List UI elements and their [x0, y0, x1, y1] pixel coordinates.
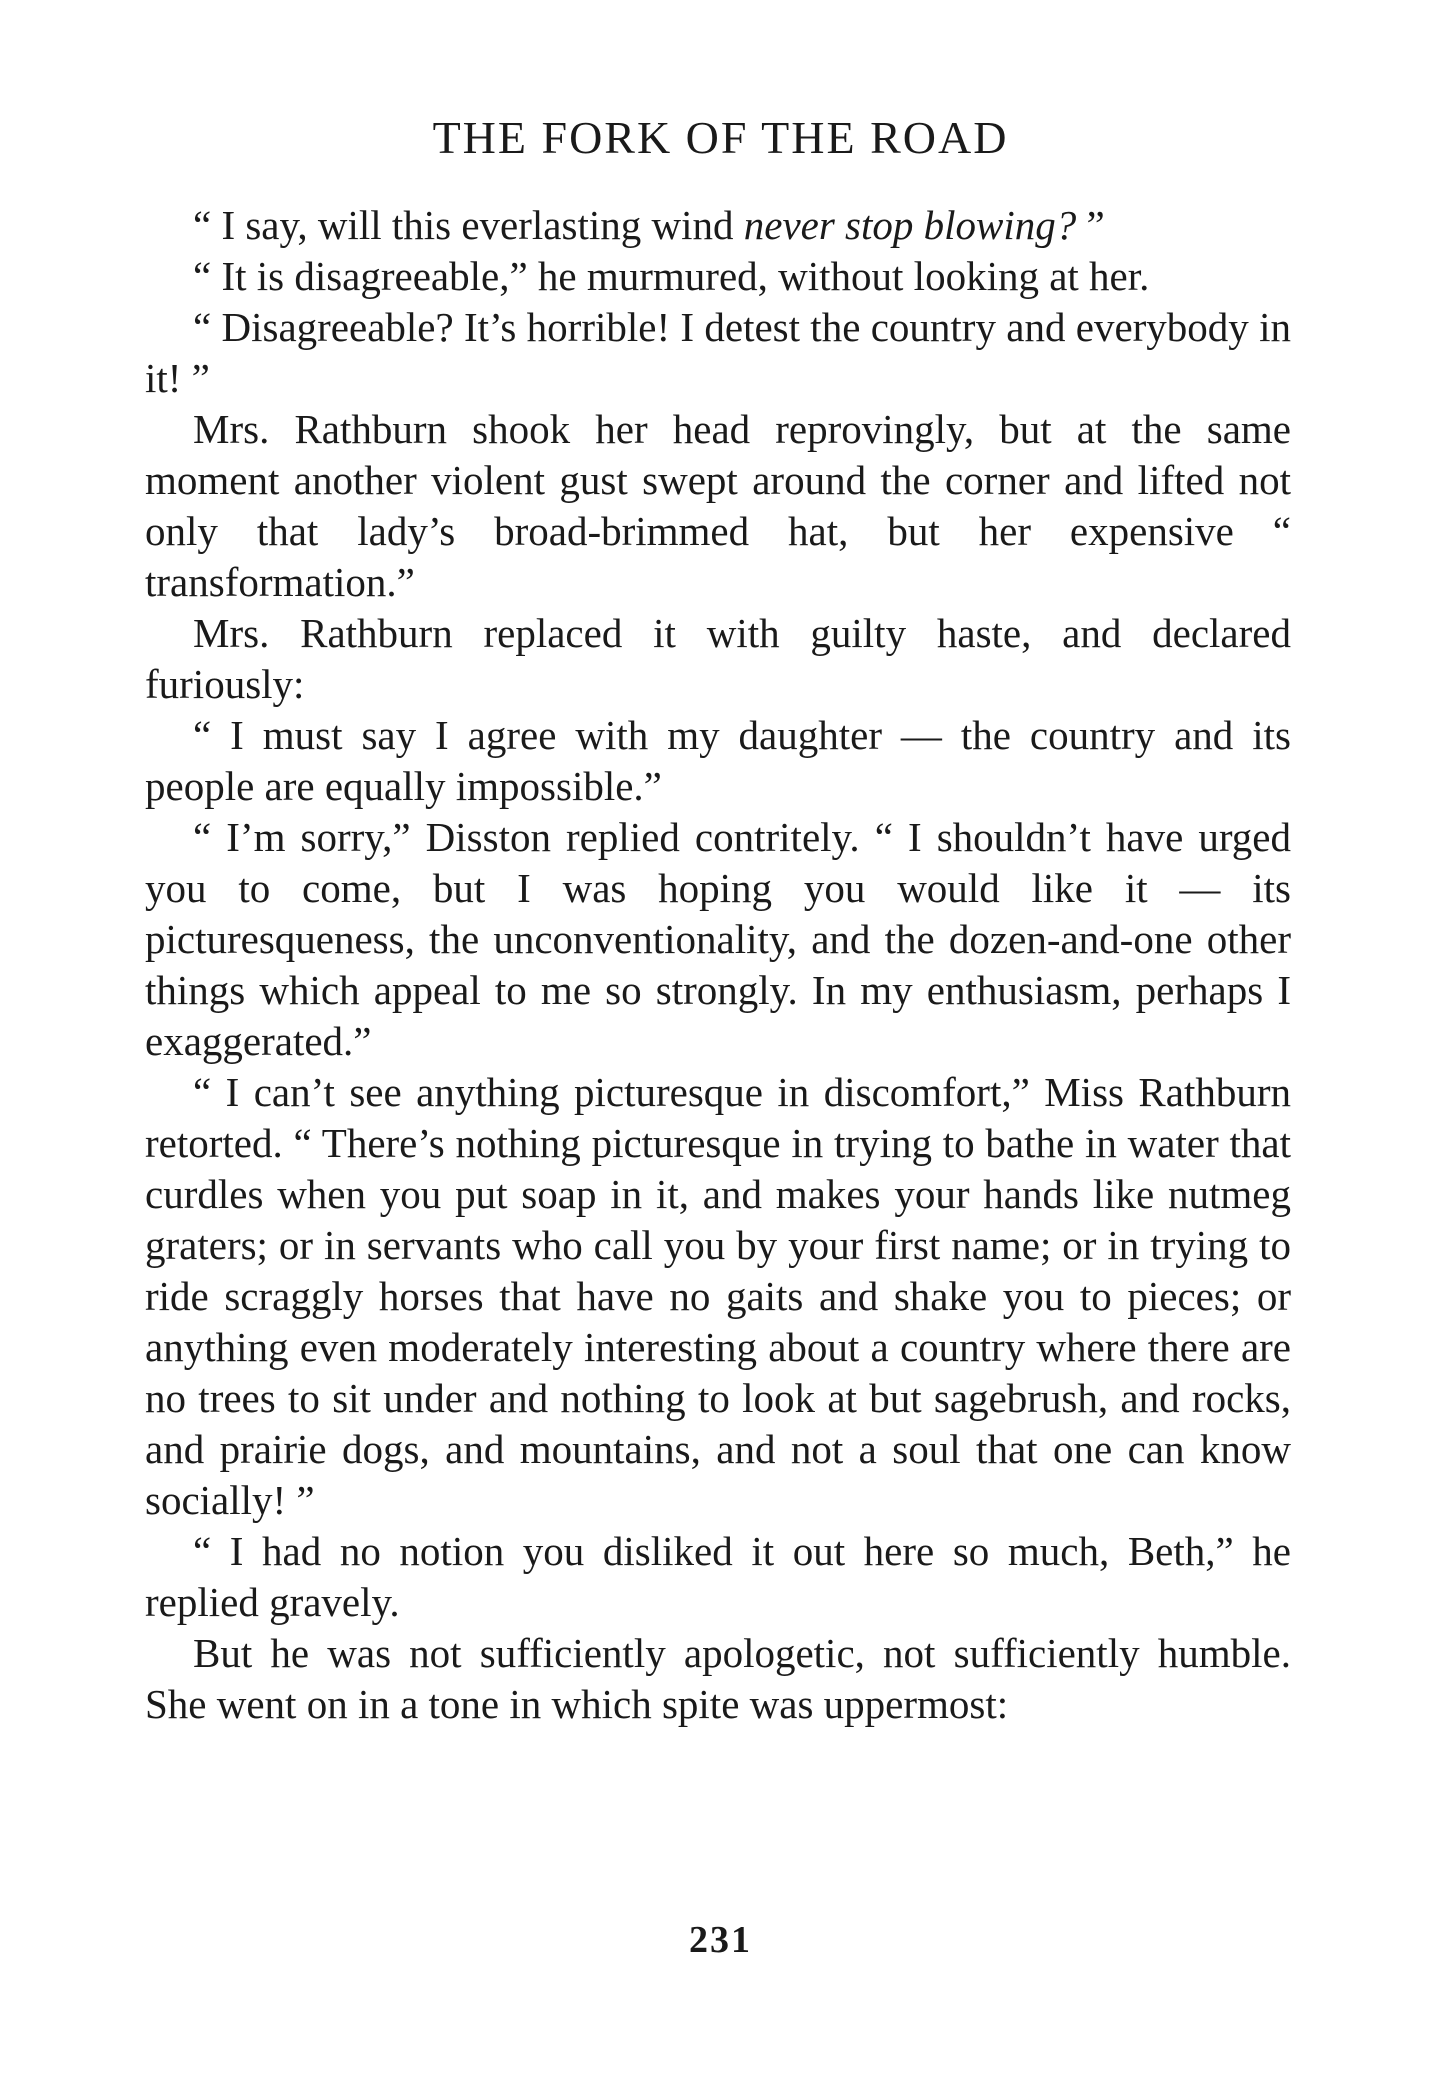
paragraph: “ Disagreeable? It’s horrible! I detest the country and everybody in it! ” — [145, 304, 1291, 401]
emphasis-text: never stop blowing? — [743, 202, 1077, 248]
running-head: THE FORK OF THE ROAD — [432, 112, 1009, 163]
page-number: 231 — [689, 1919, 752, 1961]
paragraph: “ I had no notion you disliked it out here so much, Beth,” he replied gravely. — [145, 1528, 1291, 1625]
paragraph-text: “ I say, will this everlasting wind — [193, 202, 744, 248]
paragraph: Mrs. Rathburn replaced it with guilty haste, and declared furiously: — [145, 610, 1291, 707]
paragraph — [145, 200, 1291, 251]
paragraph: But he was not sufficiently apologetic, not sufficiently humble. She went on in a tone in which spite was uppermost: — [145, 1630, 1291, 1727]
paragraph: “ It is disagreeable,” he murmured, without looking at her. — [193, 253, 1150, 299]
paragraph: “ I can’t see anything picturesque in discomfort,” Miss Rathburn retorted. “ There’s nothing picturesque in trying to bathe in water that curdles when you put soap in it, and makes your hands like nutmeg graters; or in servants who call you by your first name; or in trying to ride scraggly horses that have no gaits and shake you to pieces; or anything even moderately interesting about a country where there are no trees to sit under and nothing to look at but sagebrush, and rocks, and prairie dogs, and mountains, and not a soul that one can know socially! ” — [145, 1069, 1291, 1523]
paragraph: “ I must say I agree with my daughter — the country and its people are equally impossible.” — [145, 712, 1291, 809]
body-text — [145, 200, 1291, 1730]
paragraph: Mrs. Rathburn shook her head reprovingly, but at the same moment another violent gust swept around the corner and lifted not only that lady’s broad-brimmed hat, but her expensive “ transformation.” — [145, 406, 1291, 605]
paragraph: “ I’m sorry,” Disston replied contritely. “ I shouldn’t have urged you to come, but I was hoping you would like it — its picturesqueness, the unconventionality, and the dozen-and-one other things which appeal to me so strongly. In my enthusiasm, perhaps I exaggerated.” — [145, 814, 1291, 1064]
paragraph-text: ” — [1076, 202, 1105, 248]
